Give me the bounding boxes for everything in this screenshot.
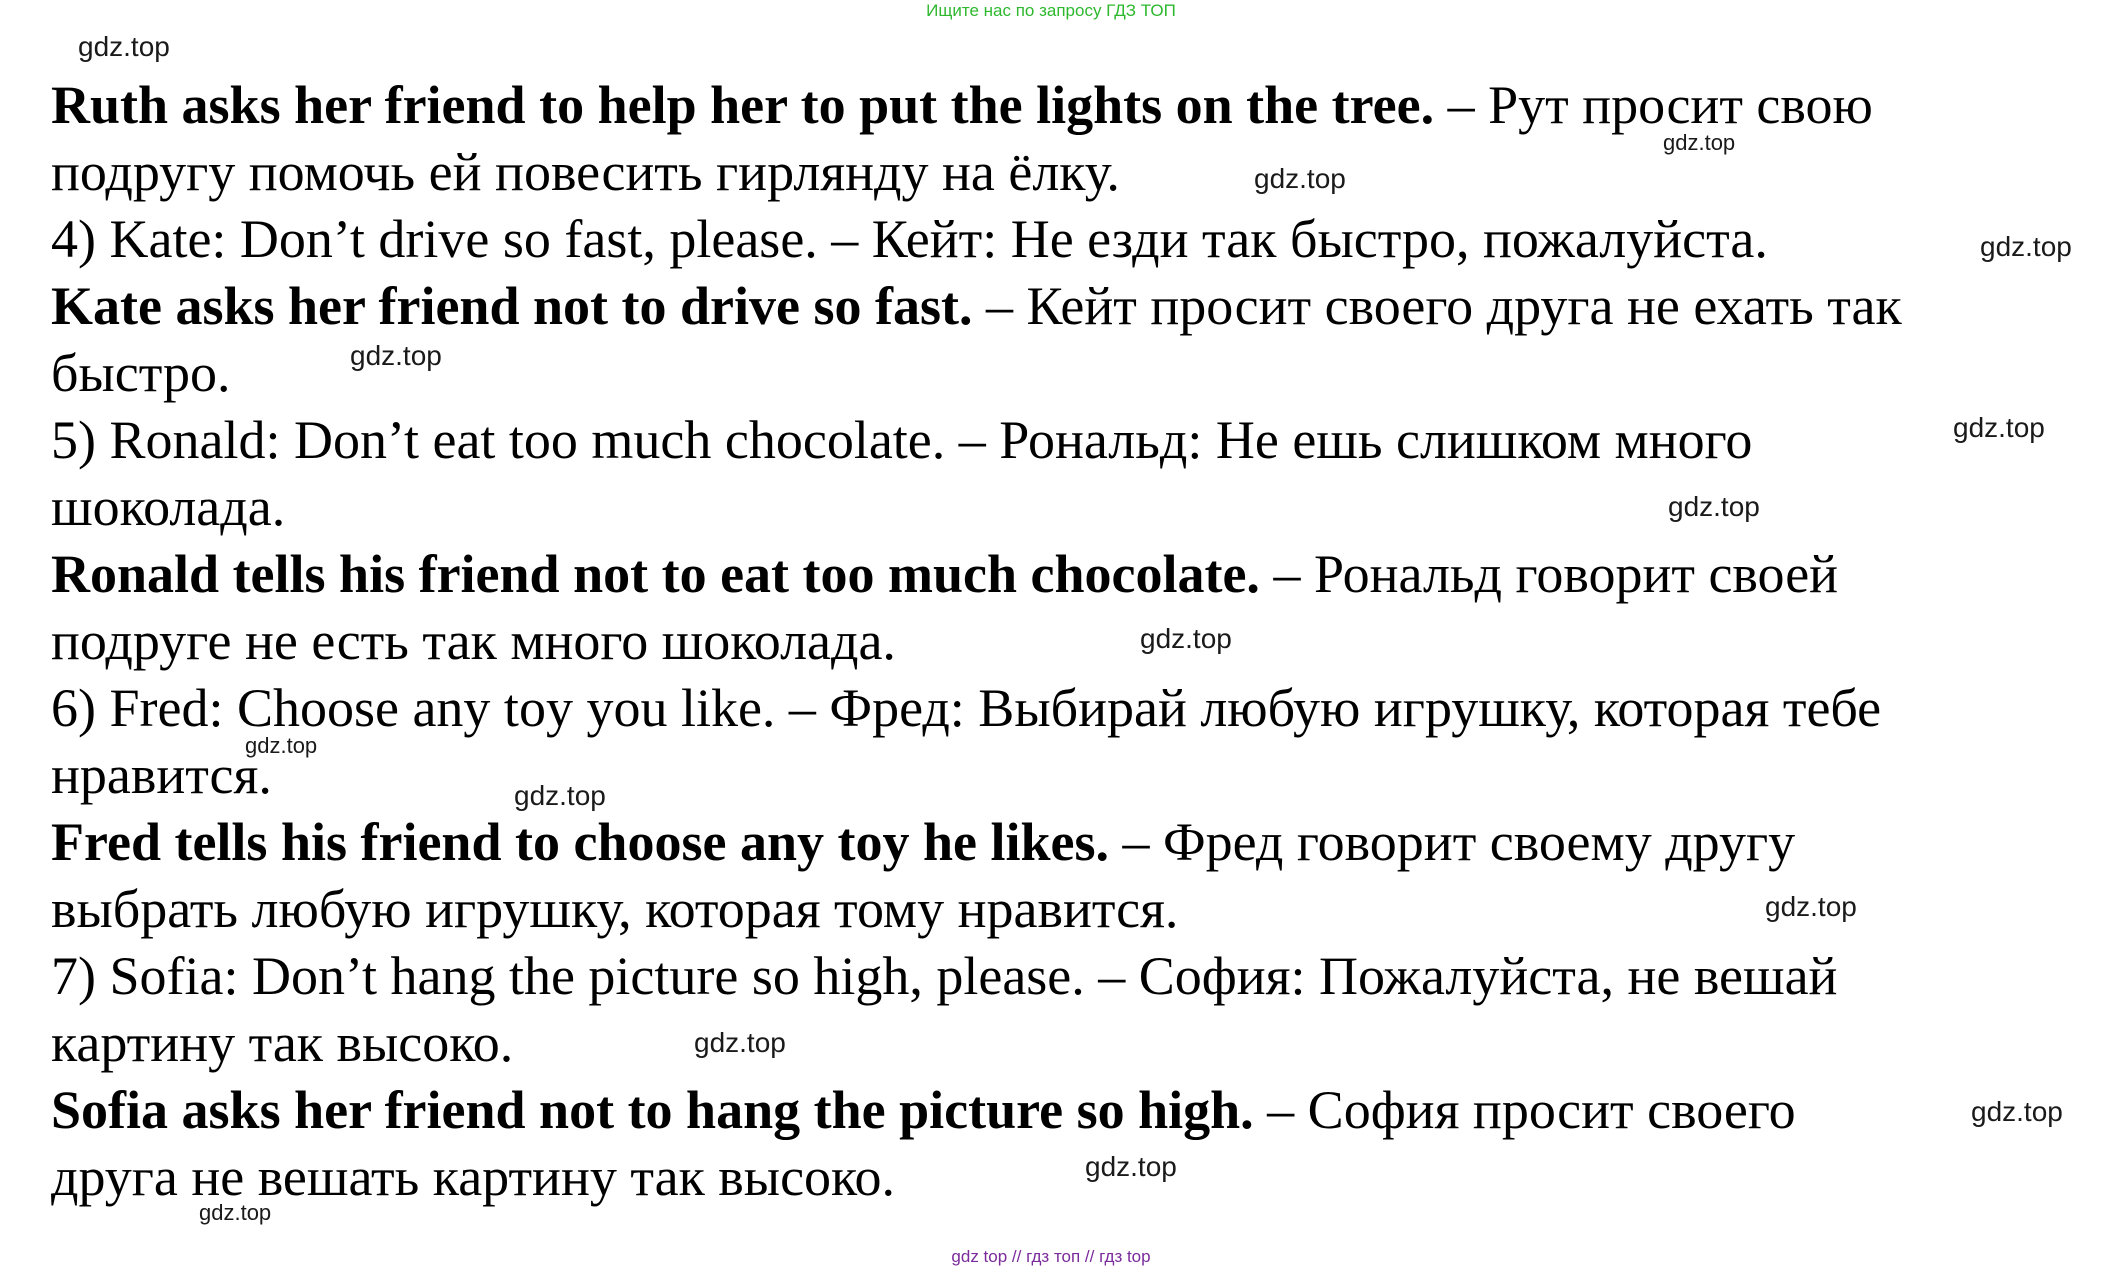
watermark: gdz.top — [1085, 1151, 1177, 1182]
text-line — [51, 876, 2061, 943]
translation-text: подруге не есть так много шоколада. — [51, 611, 896, 671]
top-banner: Ищите нас по запросу ГДЗ ТОП — [926, 1, 1176, 20]
watermark: gdz.top — [514, 780, 606, 811]
footer-watermark: gdz top // гдз топ // гдз top — [951, 1247, 1151, 1266]
bold-sentence: Sofia asks her friend not to hang the picture so high. — [51, 1080, 1254, 1140]
translation-text: 6) Fred: Choose any toy you like. – Фред: Выбирай любую игрушку, которая тебе — [51, 678, 1882, 738]
translation-text: выбрать любую игрушку, которая тому нравится. — [51, 879, 1179, 939]
bold-sentence: Kate asks her friend not to drive so fast. — [51, 276, 973, 336]
translation-text: – Кейт просит своего друга не ехать так — [972, 276, 1902, 336]
text-line — [51, 541, 2061, 608]
text-line — [51, 943, 2061, 1010]
translation-text: шоколада. — [51, 477, 286, 537]
watermark: gdz.top — [350, 340, 442, 371]
watermark: gdz.top — [1668, 491, 1760, 522]
watermark: gdz.top — [1140, 623, 1232, 654]
bold-sentence: Fred tells his friend to choose any toy he likes. — [51, 812, 1109, 872]
watermark: gdz.top — [1980, 231, 2072, 262]
translation-text: подругу помочь ей повесить гирлянду на ёлку. — [51, 142, 1120, 202]
translation-text: 5) Ronald: Don’t eat too much chocolate. – Рональд: Не ешь слишком много — [51, 410, 1753, 470]
watermark: gdz.top — [1971, 1096, 2063, 1127]
watermark: gdz.top — [1254, 163, 1346, 194]
translation-text: – Фред говорит своему другу — [1108, 812, 1796, 872]
text-line — [51, 139, 2061, 206]
text-line — [51, 407, 2061, 474]
translation-text: 4) Kate: Don’t drive so fast, please. – Кейт: Не езди так быстро, пожалуйста. — [51, 209, 1768, 269]
text-line — [51, 273, 2061, 340]
translation-text: быстро. — [51, 343, 231, 403]
text-line — [51, 206, 2061, 273]
text-line — [51, 1010, 2061, 1077]
text-line — [51, 1077, 2061, 1144]
watermark: gdz.top — [78, 31, 170, 62]
bold-sentence: Ronald tells his friend not to eat too much chocolate. — [51, 544, 1260, 604]
translation-text: 7) Sofia: Don’t hang the picture so high, please. – София: Пожалуйста, не вешай — [51, 946, 1838, 1006]
translation-text: – София просит своего — [1253, 1080, 1796, 1140]
document-body — [51, 72, 2061, 1211]
text-line — [51, 809, 2061, 876]
text-line — [51, 1144, 2061, 1211]
text-line — [51, 742, 2061, 809]
translation-text: – Рут просит свою — [1434, 75, 1873, 135]
text-line — [51, 72, 2061, 139]
translation-text: – Рональд говорит своей — [1259, 544, 1839, 604]
watermark: gdz.top — [1765, 891, 1857, 922]
watermark: gdz.top — [245, 733, 318, 758]
translation-text: друга не вешать картину так высоко. — [51, 1147, 896, 1207]
watermark: gdz.top — [199, 1200, 272, 1225]
watermark: gdz.top — [1663, 130, 1736, 155]
text-line — [51, 675, 2061, 742]
translation-text: картину так высоко. — [51, 1013, 514, 1073]
text-line — [51, 608, 2061, 675]
watermark: gdz.top — [694, 1027, 786, 1058]
watermark: gdz.top — [1953, 412, 2045, 443]
bold-sentence: Ruth asks her friend to help her to put the lights on the tree. — [51, 75, 1435, 135]
translation-text: нравится. — [51, 745, 272, 805]
